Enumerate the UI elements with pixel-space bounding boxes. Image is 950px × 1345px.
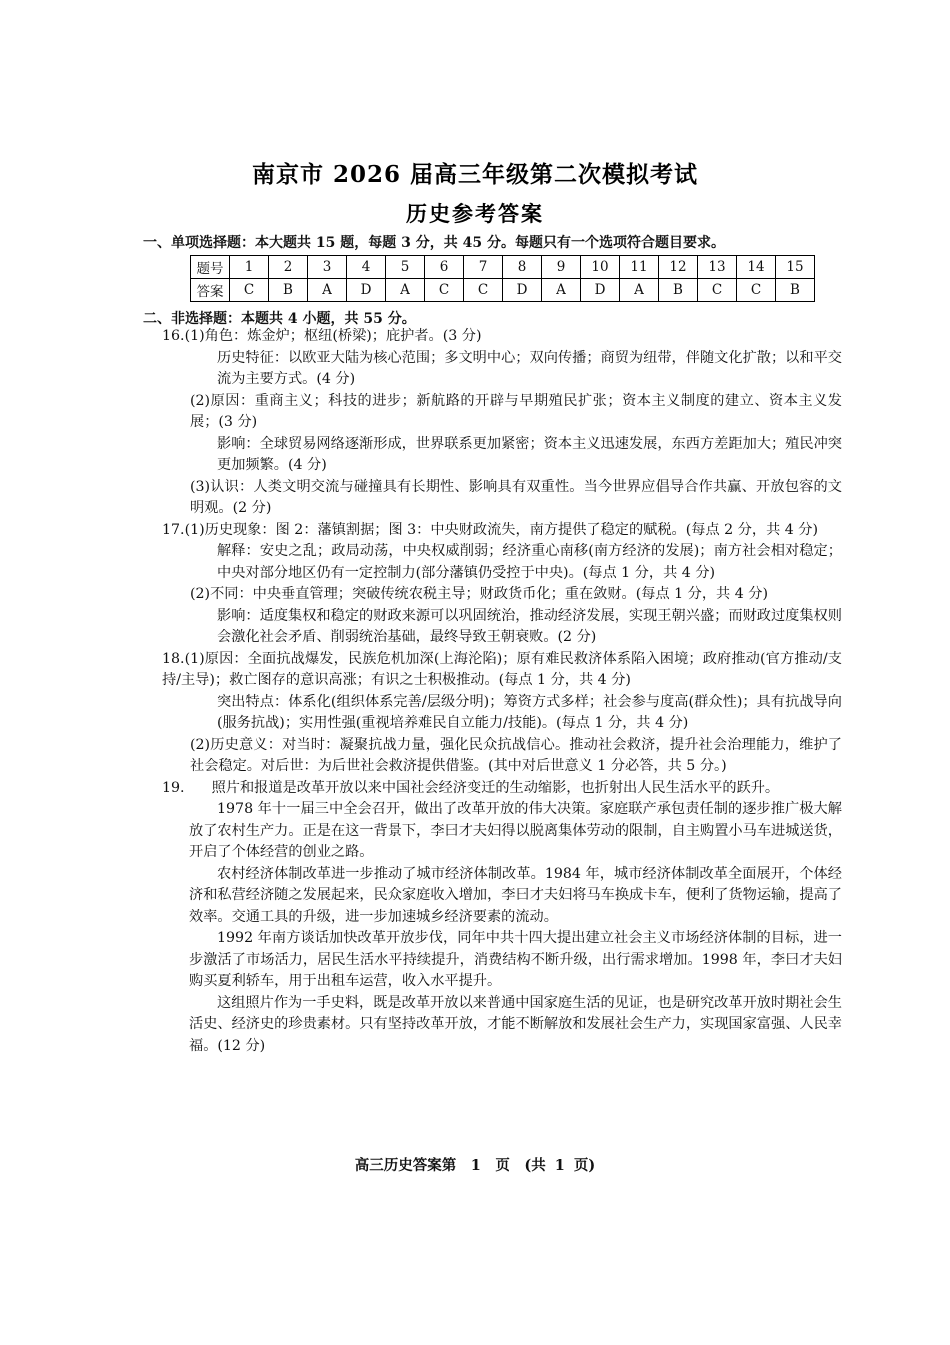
q19-conclusion: 这组照片作为一手史料，既是改革开放以来普通中国家庭生活的见证，也是研究改革开放时期社会生活史、经济史的珍贵素材。只有坚持改革开放，才能不断解放和发展社会生产力，实现国家富强、人民幸福。(12 分) xyxy=(189,994,842,1054)
question-number: 12 xyxy=(659,256,698,279)
q19-paragraph-1978: 1978 年十一届三中全会召开，做出了改革开放的伟大决策。家庭联产承包责任制的逐步推广极大解放了农村生产力。正是在这一背景下，李曰才夫妇得以脱离集体劳动的限制，自主购置小马车进城送货，开启了个体经营的创业之路。 xyxy=(189,801,842,860)
answer-cell: C xyxy=(230,279,269,302)
q18-features: 突出特点：体系化(组织体系完善/层级分明)；筹资方式多样；社会参与度高(群众性)；具有抗战导向(服务抗战)；实用性强(重视培养难民自立能力/技能)。(每点 1 分，共 4 分) xyxy=(217,693,842,731)
page-footer: 高三历史答案第 1 页 (共 1 页) xyxy=(354,1157,596,1174)
q19-paragraph-1992: 1992 年南方谈话加快改革开放步伐，同年中共十四大提出建立社会主义市场经济体制的目标，进一步激活了市场活力，居民生活水平持续提升，消费结构不断升级，出行需求增加。1998 年，李曰才夫妇购买夏利轿车，用于出租车运营，收入水平提升。 xyxy=(189,930,842,989)
answer-cell: A xyxy=(308,279,347,302)
q17-explanation: 解释：安史之乱；政局动荡，中央权威削弱；经济重心南移(南方经济的发展)；南方社会相对稳定；中央对部分地区仍有一定控制力(部分藩镇仍受控于中央)。(每点 1 分，共 4 分) xyxy=(217,543,842,581)
answer-cell: C xyxy=(464,279,503,302)
answer-cell: C xyxy=(698,279,737,302)
answer-cell: B xyxy=(776,279,815,302)
q16-characteristics: 历史特征：以欧亚大陆为核心范围；多文明中心；双向传播；商贸为纽带，伴随文化扩散；以和平交流为主要方式。(4 分) xyxy=(217,349,842,387)
question-number: 2 xyxy=(269,256,308,279)
question-number: 1 xyxy=(230,256,269,279)
answer-cell: C xyxy=(425,279,464,302)
question-number: 11 xyxy=(620,256,659,279)
answer-cell: B xyxy=(269,279,308,302)
answer-body xyxy=(162,326,842,1057)
q18-part2: (2)历史意义：对当时：凝聚抗战力量，强化民众抗战信心。推动社会救济，提升社会治理能力，维护了社会稳定。对后世：为后世社会救济提供借鉴。(其中对后世意义 1 分必答，共 5 分。) xyxy=(190,736,842,774)
q16-part2-reasons: (2)原因：重商主义；科技的进步；新航路的开辟与早期殖民扩张；资本主义制度的建立、资本主义发展；(3 分) xyxy=(190,392,842,430)
question-number: 13 xyxy=(698,256,737,279)
q19-paragraph-1984: 农村经济体制改革进一步推动了城市经济体制改革。1984 年，城市经济体制改革全面展开，个体经济和私营经济随之发展起来，民众家庭收入增加，李曰才夫妇将马车换成卡车，便利了货物运输，提高了效率。交通工具的升级，进一步加速城乡经济要素的流动。 xyxy=(189,865,842,925)
q17-part2-difference: (2)不同：中央垂直管理；突破传统农税主导；财政货币化；重在敛财。(每点 1 分，共 4 分) xyxy=(190,586,769,602)
answer-cell: A xyxy=(386,279,425,302)
section-two-heading: 二、非选择题：本题共 4 小题，共 55 分。 xyxy=(143,311,416,327)
question-number: 6 xyxy=(425,256,464,279)
answer-cell: D xyxy=(581,279,620,302)
section-one-heading: 一、单项选择题：本大题共 15 题，每题 3 分，共 45 分。每题只有一个选项符合题目要求。 xyxy=(143,235,725,251)
question-number: 7 xyxy=(464,256,503,279)
table-row-header: 题号 xyxy=(191,256,230,279)
page-subtitle: 历史参考答案 xyxy=(406,201,544,226)
page-title: 南京市 2026 届高三年级第二次模拟考试 xyxy=(251,161,699,188)
table-row-header: 答案 xyxy=(191,279,230,302)
q18-part1: 18.(1)原因：全面抗战爆发，民族危机加深(上海沦陷)；原有难民救济体系陷入困境；政府推动(官方推动/支持/主导)；救亡图存的意识高涨；有识之士积极推动。(每点 1 分，共 4 分) xyxy=(162,650,842,688)
q17-part2-impact: 影响：适度集权和稳定的财政来源可以巩固统治，推动经济发展，实现王朝兴盛；而财政过度集权则会激化社会矛盾、削弱统治基础，最终导致王朝衰败。(2 分) xyxy=(217,607,842,645)
answer-table-answer-row xyxy=(191,279,815,302)
answer-cell: A xyxy=(620,279,659,302)
q19-intro: 19. 照片和报道是改革开放以来中国社会经济变迁的生动缩影，也折射出人民生活水平的跃升。 xyxy=(162,779,780,796)
answer-cell: B xyxy=(659,279,698,302)
answer-cell: C xyxy=(737,279,776,302)
question-number: 4 xyxy=(347,256,386,279)
answer-table-number-row xyxy=(191,256,815,279)
question-number: 14 xyxy=(737,256,776,279)
question-number: 9 xyxy=(542,256,581,279)
question-number: 8 xyxy=(503,256,542,279)
question-number: 10 xyxy=(581,256,620,279)
q17-part1: 17.(1)历史现象：图 2：藩镇割据；图 3：中央财政流失，南方提供了稳定的赋税。(每点 2 分，共 4 分) xyxy=(162,521,819,538)
q16-part1: 16.(1)角色：炼金炉；枢纽(桥梁)；庇护者。(3 分) xyxy=(162,328,482,344)
answer-cell: D xyxy=(503,279,542,302)
answer-table xyxy=(190,255,815,302)
answer-cell: D xyxy=(347,279,386,302)
question-number: 15 xyxy=(776,256,815,279)
question-number: 3 xyxy=(308,256,347,279)
q16-part2-impact: 影响：全球贸易网络逐渐形成，世界联系更加紧密；资本主义迅速发展，东西方差距加大；殖民冲突更加频繁。(4 分) xyxy=(217,435,842,473)
q16-part3: (3)认识：人类文明交流与碰撞具有长期性、影响具有双重性。当今世界应倡导合作共赢、开放包容的文明观。(2 分) xyxy=(190,478,842,516)
question-number: 5 xyxy=(386,256,425,279)
answer-cell: A xyxy=(542,279,581,302)
